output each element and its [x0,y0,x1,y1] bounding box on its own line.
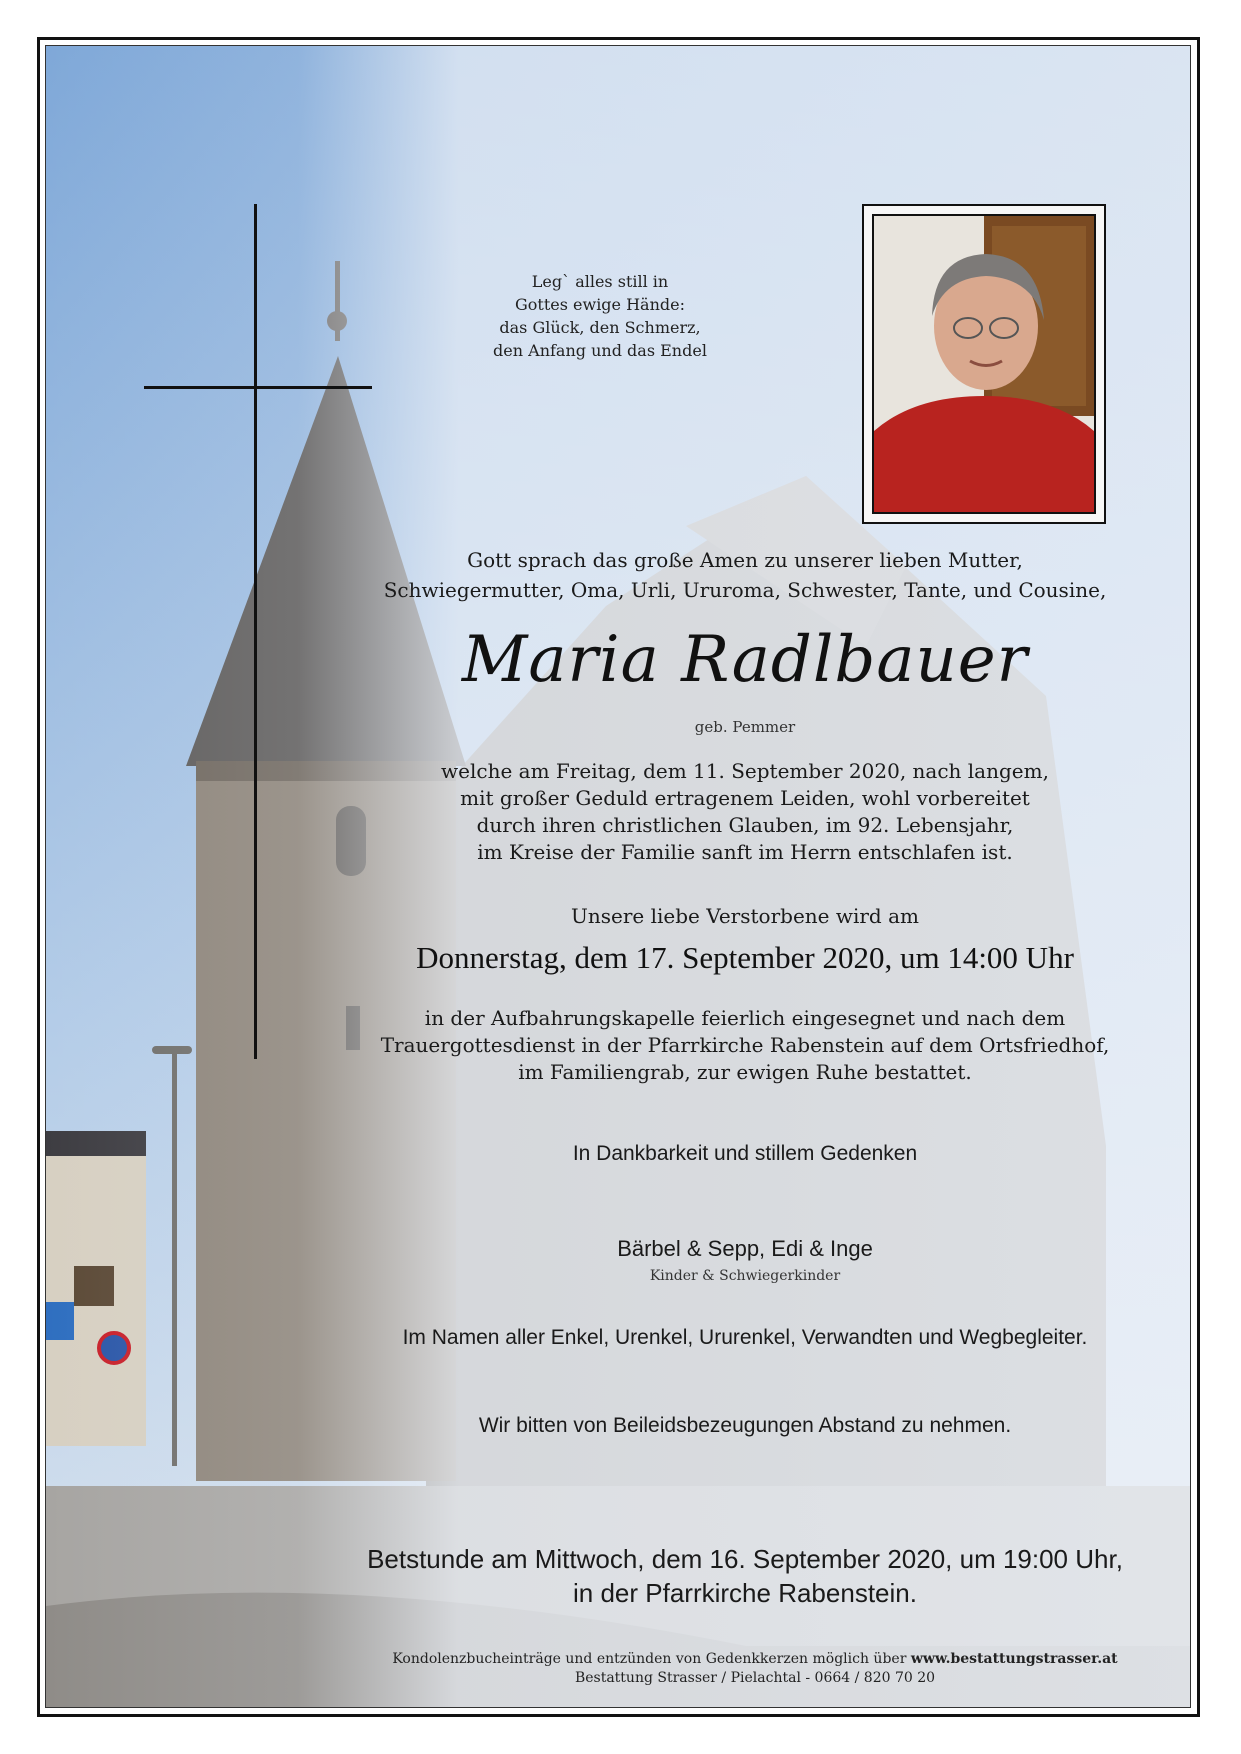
prayer-line: in der Pfarrkirche Rabenstein. [573,1578,917,1608]
condolence-request: Wir bitten von Beileidsbezeugungen Abstand zu nehmen. [478,1414,1012,1437]
family-names: Bärbel & Sepp, Edi & Inge [617,1236,873,1261]
footer-text: Kondolenzbucheinträge und entzünden von Gedenkkerzen möglich über [392,1651,907,1667]
poem-line: das Glück, den Schmerz, [499,318,701,337]
death-line: durch ihren christlichen Glauben, im 92. Lebensjahr, [476,813,1014,837]
prayer-line: Betstunde am Mittwoch, dem 16. September 2020, um 19:00 Uhr, [367,1544,1123,1574]
relatives-text: Im Namen aller Enkel, Urenkel, Ururenkel, Verwandten und Wegbegleiter. [402,1326,1088,1349]
intro-text [360,545,1130,605]
burial-text [360,1005,1130,1086]
prayer-hour [340,1542,1150,1610]
announce-text: Unsere liebe Verstorbene wird am [571,904,919,928]
portrait-photo [872,214,1096,514]
death-notice [360,758,1130,866]
intro-line: Gott sprach das große Amen zu unserer lieben Mutter, [467,548,1023,572]
burial-line: im Familiengrab, zur ewigen Ruhe bestattet. [518,1060,972,1084]
intro-line: Schwiegermutter, Oma, Urli, Ururoma, Schwester, Tante, und Cousine, [383,578,1107,602]
death-line: im Kreise der Familie sanft im Herrn entschlafen ist. [477,840,1013,864]
footer [360,1650,1150,1688]
maiden-name: geb. Pemmer [694,718,796,736]
thanks-text: In Dankbarkeit und stillem Gedenken [572,1142,918,1165]
poem-line: Gottes ewige Hände: [514,295,685,314]
burial-line: Trauergottesdienst in der Pfarrkirche Rabenstein auf dem Ortsfriedhof, [380,1033,1110,1057]
cross-vertical-bar [254,204,257,1059]
deceased-name: Maria Radlbauer [461,623,1029,697]
poem-line: Leg` alles still in [531,272,669,291]
footer-line-2: Bestattung Strasser / Pielachtal - 0664 / 820 70 20 [574,1670,936,1686]
death-line: welche am Freitag, dem 11. September 2020, nach langem, [441,759,1049,783]
portrait-frame [862,204,1106,524]
death-line: mit großer Geduld ertragenem Leiden, wohl vorbereitet [460,786,1030,810]
poem-line: den Anfang und das Endel [493,341,707,360]
family-relation: Kinder & Schwiegerkinder [649,1268,841,1284]
burial-line: in der Aufbahrungskapelle feierlich eingesegnet und nach dem [424,1006,1066,1030]
funeral-date: Donnerstag, dem 17. September 2020, um 14:00 Uhr [416,940,1074,975]
poem [470,270,730,362]
footer-line-1 [360,1650,1150,1669]
website-link[interactable]: www.bestattungstrasser.at [910,1651,1118,1667]
cross-horizontal-bar [144,386,372,389]
